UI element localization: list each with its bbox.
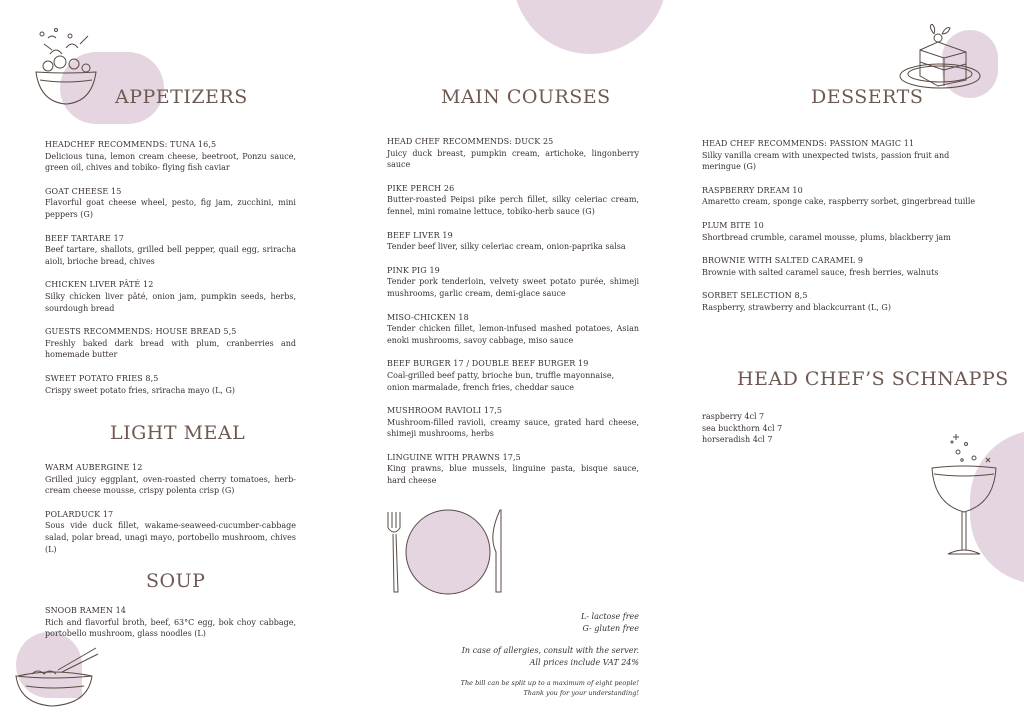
list-item [387,312,639,347]
item-desc: Mushroom-filled ravioli, creamy sauce, grated hard cheese, shimeji mushrooms, herbs [387,417,639,439]
light-meal-title: LIGHT MEAL [110,422,246,444]
desserts-title: DESSERTS [811,86,924,108]
item-name: HEAD CHEF RECOMMENDS: PASSION MAGIC 11 [702,139,915,148]
item-desc: Beef tartare, shallots, grilled bell pepper, quail egg, sriracha aioli, brioche bread, chives [45,245,296,266]
list-item [387,265,639,300]
item-name: MISO-CHICKEN 18 [387,312,469,322]
noodle-bowl-icon [12,646,102,708]
vat-note: All prices include VAT 24% [529,657,639,667]
item-name: BROWNIE WITH SALTED CARAMEL 9 [702,256,864,266]
appetizers-list [45,139,296,408]
list-item [45,462,296,497]
lactose-note: L- lactose free [580,612,639,621]
appetizers-title: APPETIZERS [115,86,248,108]
item-desc: Rich and flavorful broth, beef, 63°C egg, bok choy cabbage, portobello mushroom, glass noodles (L) [45,617,296,639]
item-desc: Raspberry, strawberry and blackcurrant (L, G) [702,302,891,312]
item-name: GOAT CHEESE 15 [45,186,122,196]
item-name: PINK PIG 19 [387,265,440,275]
item-desc: Shortbread crumble, caramel mousse, plums, blackberry jam [702,232,951,242]
main-courses-title: MAIN COURSES [441,86,611,108]
schnapps-title: HEAD CHEF’S SCHNAPPS [737,368,1009,390]
desserts-list [702,138,982,326]
item-name: WARM AUBERGINE 12 [45,463,143,472]
list-item [387,136,639,171]
item-name: BEEF TARTARE 17 [45,233,124,243]
list-item [45,139,296,174]
item-desc: Crispy sweet potato fries, sriracha mayo (L, G) [45,385,236,395]
soup-title: SOUP [146,570,206,592]
item-desc: Tender chicken fillet, lemon-infused mashed potatoes, Asian enoki mushrooms, savoy cabbage, miso sauce [387,324,639,345]
list-item [45,279,296,314]
list-item [387,452,639,487]
champagne-coupe-icon [928,430,1004,562]
item-desc: Brownie with salted caramel sauce, fresh berries, walnuts [702,267,939,277]
item-desc: Tender beef liver, silky celeriac cream, onion-paprika salsa [387,242,626,252]
main-courses-list [387,136,639,499]
list-item [45,326,296,361]
list-item [387,405,639,440]
list-item [45,605,296,640]
item-name: HEADCHEF RECOMMENDS: TUNA 16,5 [45,140,217,149]
list-item [702,220,982,243]
item-desc: Juicy duck breast, pumpkin cream, artichoke, lingonberry sauce [387,148,639,170]
top-center-blob [513,0,667,54]
item-name: GUESTS RECOMMENDS: HOUSE BREAD 5,5 [45,327,237,337]
item-name: SORBET SELECTION 8,5 [702,291,808,301]
split-note: The bill can be split up to a maximum of eight people! [460,679,639,688]
item-desc: Butter-roasted Peipsi pike perch fillet, silky celeriac cream, fennel, mini romaine lettuce, tobiko-herb sauce (G) [387,195,639,216]
item-name: PIKE PERCH 26 [387,183,455,193]
item-name: CHICKEN LIVER PÂTÉ 12 [45,280,154,290]
item-name: SWEET POTATO FRIES 8,5 [45,373,159,383]
list-item [702,290,982,313]
schnapps-list [702,411,782,446]
item-desc: Amaretto cream, sponge cake, raspberry sorbet, gingerbread tuille [702,197,976,207]
item-name: RASPBERRY DREAM 10 [702,185,803,195]
item-name: BEEF LIVER 19 [387,230,453,240]
list-item [702,185,982,208]
item-desc: Delicious tuna, lemon cream cheese, beetroot, Ponzu sauce, green oil, chives and tobiko- flying fish caviar [45,151,296,173]
item-desc: Freshly baked dark bread with plum, cranberries and homemade butter [45,338,296,360]
item-name: POLARDUCK 17 [45,509,114,519]
item-desc: Silky vanilla cream with unexpected twists, passion fruit and meringue (G) [702,150,950,172]
item-desc: Sous vide duck fillet, wakame-seaweed-cucumber-cabbage salad, polar bread, unagi mayo, portobello mushroom, chives (L) [45,521,296,554]
soup-list [45,605,296,652]
item-name: PLUM BITE 10 [702,220,764,230]
plate-cutlery-icon [382,506,512,596]
thanks-note: Thank you for your understanding! [523,689,639,698]
list-item [45,509,296,555]
list-item [387,358,639,393]
item-name: LINGUINE WITH PRAWNS 17,5 [387,452,521,462]
item-desc: Grilled juicy eggplant, oven-roasted cherry tomatoes, herb-cream cheese mousse, crispy polenta crisp (G) [45,474,296,496]
light-meal-list [45,462,296,567]
notes-block [461,611,639,698]
salad-bowl-icon [30,24,102,108]
gluten-note: G- gluten free [582,623,639,633]
item-name: MUSHROOM RAVIOLI 17,5 [387,406,503,416]
item-name: SNOOB RAMEN 14 [45,606,126,615]
list-item [387,183,639,218]
list-item [45,233,296,268]
item-desc: Silky chicken liver pâté, onion jam, pumpkin seeds, herbs, sourdough bread [45,291,296,313]
item-desc: King prawns, blue mussels, linguine pasta, bisque sauce, hard cheese [387,464,639,486]
item-desc: Tender pork tenderloin, velvety sweet potato purée, shimeji mushrooms, garlic cream, demi-glace sauce [387,277,639,298]
list-item [702,255,982,278]
list-item [45,186,296,221]
list-item: raspberry 4cl 7 [702,412,765,421]
item-name: HEAD CHEF RECOMMENDS: DUCK 25 [387,137,554,146]
list-item [387,230,639,253]
list-item: horseradish 4cl 7 [702,435,773,445]
item-name: BEEF BURGER 17 / DOUBLE BEEF BURGER 19 [387,359,589,369]
item-desc: Flavorful goat cheese wheel, pesto, fig jam, zucchini, mini peppers (G) [45,198,296,219]
list-item [702,138,982,173]
list-item [45,373,296,396]
allergy-note: In case of allergies, consult with the server. [461,646,639,656]
item-desc: Coal-grilled beef patty, brioche bun, truffle mayonnaise, onion marmalade, french fries, cheddar sauce [387,370,615,392]
list-item: sea buckthorn 4cl 7 [702,423,783,433]
